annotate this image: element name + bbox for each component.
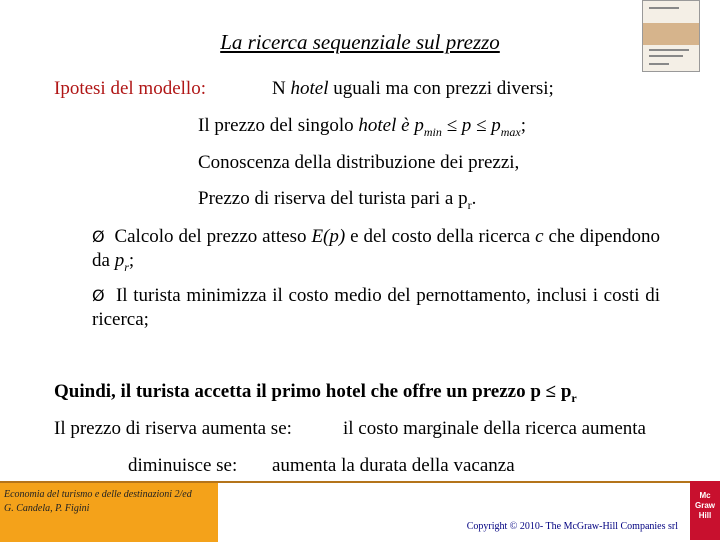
reserve-price-decrease-condition: aumenta la durata della vacanza bbox=[272, 455, 515, 476]
reserve-price-decrease-label: diminuisce se: bbox=[128, 455, 238, 476]
model-line-3: Conoscenza della distribuzione dei prezzi, bbox=[198, 152, 520, 173]
model-label: Ipotesi del modello: bbox=[54, 78, 206, 99]
footer-bar bbox=[218, 481, 690, 542]
footer-book-info bbox=[0, 481, 218, 542]
bullet-item-2: Ø Il turista minimizza il costo medio del pernottamento, inclusi i costi di ricerca; bbox=[92, 285, 661, 330]
reserve-price-increase-label: Il prezzo di riserva aumenta se: bbox=[54, 418, 292, 439]
footer-copyright: Copyright © 2010- The McGraw-Hill Companies srl bbox=[466, 521, 678, 532]
footer-authors: G. Candela, P. Figini bbox=[4, 503, 90, 514]
footer-book-title: Economia del turismo e delle destinazioni 2/ed bbox=[4, 489, 192, 500]
bullet-arrow-icon: Ø bbox=[92, 227, 105, 246]
slide-title: La ricerca sequenziale sul prezzo bbox=[220, 30, 500, 54]
mcgraw-hill-logo: Mc Graw Hill bbox=[690, 481, 720, 540]
model-line-2: Il prezzo del singolo hotel è $p_{min} \le p \le p_{max}$; bbox=[198, 115, 526, 139]
bullet-arrow-icon: Ø bbox=[92, 286, 105, 305]
model-line-1: N hotel uguali ma con prezzi diversi; bbox=[272, 78, 554, 99]
bullet-item-1: Ø Calcolo del prezzo atteso E(p) e del costo della ricerca c che dipendono da $p_r$; bbox=[92, 226, 660, 274]
model-line-4: Prezzo di riserva del turista pari a $p_r$. bbox=[198, 188, 477, 212]
reserve-price-increase-condition: il costo marginale della ricerca aumenta bbox=[343, 418, 646, 439]
conclusion-text: Quindi, il turista accetta il primo hotel che offre un prezzo $p \le p_r$ bbox=[54, 381, 577, 405]
